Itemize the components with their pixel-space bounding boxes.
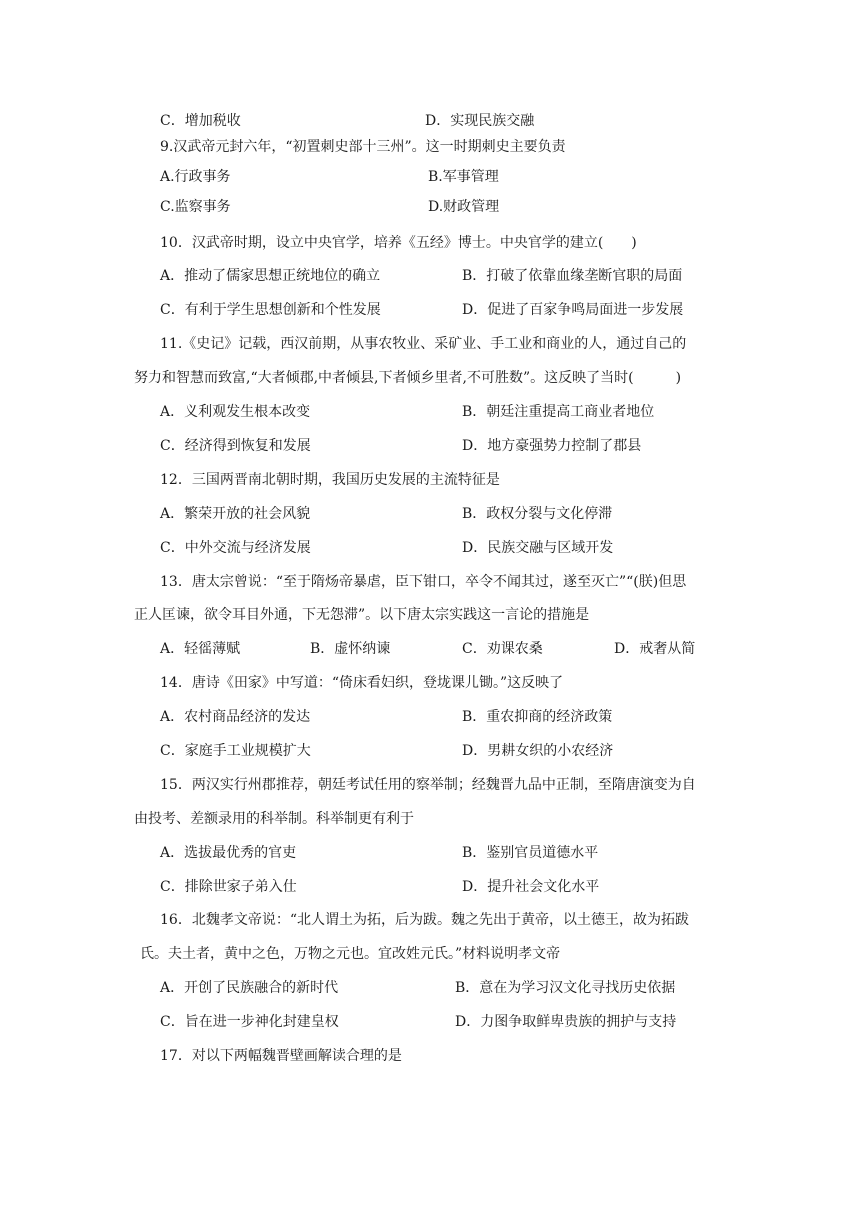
question-9-option-c: C.监察事务: [160, 199, 231, 215]
question-14-option-a: A．农村商品经济的发达: [160, 709, 311, 725]
question-10: 10．汉武帝时期，设立中央官学，培养《五经》博士。中央官学的建立( ): [160, 235, 637, 251]
question-12-option-b: B．政权分裂与文化停滞: [462, 506, 613, 522]
option-c-prev: C．增加税收: [160, 113, 241, 129]
question-15-option-d: D．提升社会文化水平: [462, 879, 600, 895]
question-12: 12．三国两晋南北朝时期，我国历史发展的主流特征是: [160, 472, 500, 488]
question-13-option-b: B．虚怀纳谏: [310, 641, 391, 657]
question-16-option-c: C．旨在进一步神化封建皇权: [160, 1014, 339, 1030]
question-15-line-1: 15．两汉实行州郡推荐，朝廷考试任用的察举制；经魏晋九品中正制，至隋唐演变为自: [160, 777, 696, 793]
question-10-option-b: B．打破了依靠血缘垄断官职的局面: [462, 268, 683, 284]
question-11-option-b: B．朝廷注重提高工商业者地位: [462, 404, 655, 420]
question-16-option-b: B．意在为学习汉文化寻找历史依据: [455, 980, 676, 996]
question-14: 14．唐诗《田家》中写道：“倚床看妇织，登垅课儿锄。”这反映了: [160, 675, 564, 691]
question-11-option-a: A．义利观发生根本改变: [160, 404, 311, 420]
question-13-line-1: 13．唐太宗曾说：“至于隋炀帝暴虐，臣下钳口，卒令不闻其过，遂至灭亡”“(朕)但思: [160, 574, 687, 590]
question-9-option-d: D.财政管理: [428, 199, 500, 215]
question-12-option-d: D．民族交融与区域开发: [462, 540, 614, 556]
question-11-option-d: D．地方豪强势力控制了郡县: [462, 438, 642, 454]
question-9: 9.汉武帝元封六年，“初置刺史部十三州”。这一时期刺史主要负责: [160, 139, 566, 155]
question-13-option-a: A．轻徭薄赋: [160, 641, 241, 657]
question-13-line-2: 正人匡谏，欲令耳目外通，下无怨滞”。以下唐太宗实践这一言论的措施是: [134, 607, 590, 623]
question-9-option-b: B.军事管理: [428, 169, 499, 185]
question-13-option-c: C．劝课农桑: [462, 641, 543, 657]
option-d-prev: D．实现民族交融: [425, 113, 535, 129]
question-12-option-a: A．繁荣开放的社会风貌: [160, 506, 311, 522]
question-14-option-b: B．重农抑商的经济政策: [462, 709, 613, 725]
question-14-option-c: C．家庭手工业规模扩大: [160, 743, 311, 759]
question-16-line-2: 氏。夫土者，黄中之色，万物之元也。宜改姓元氏。”材料说明孝文帝: [140, 946, 561, 962]
question-17: 17．对以下两幅魏晋壁画解读合理的是: [160, 1048, 402, 1064]
question-15-option-b: B．鉴别官员道德水平: [462, 845, 599, 861]
question-11-option-c: C．经济得到恢复和发展: [160, 438, 311, 454]
question-11-line-2: 努力和智慧而致富,“大者倾郡,中者倾县,下者倾乡里者,不可胜数”。这反映了当时( ): [134, 370, 682, 386]
question-10-option-d: D．促进了百家争鸣局面进一步发展: [462, 302, 684, 318]
question-14-option-d: D．男耕女织的小农经济: [462, 743, 614, 759]
question-9-option-a: A.行政事务: [160, 169, 231, 185]
question-10-option-a: A．推动了儒家思想正统地位的确立: [160, 268, 381, 284]
question-10-option-c: C．有利于学生思想创新和个性发展: [160, 302, 381, 318]
question-15-line-2: 由投考、差额录用的科举制。科举制更有利于: [134, 811, 414, 827]
question-12-option-c: C．中外交流与经济发展: [160, 540, 311, 556]
question-11-line-1: 11.《史记》记载，西汉前期，从事农牧业、采矿业、手工业和商业的人，通过自己的: [160, 336, 687, 352]
question-15-option-c: C．排除世家子弟入仕: [160, 879, 297, 895]
question-15-option-a: A．选拔最优秀的官吏: [160, 845, 297, 861]
question-16-option-a: A．开创了民族融合的新时代: [160, 980, 339, 996]
question-13-option-d: D．戒奢从简: [614, 641, 696, 657]
question-16-line-1: 16．北魏孝文帝说：“北人谓土为拓，后为跋。魏之先出于黄帝，以土德王，故为拓跋: [160, 912, 689, 928]
question-16-option-d: D．力图争取鲜卑贵族的拥护与支持: [455, 1014, 677, 1030]
